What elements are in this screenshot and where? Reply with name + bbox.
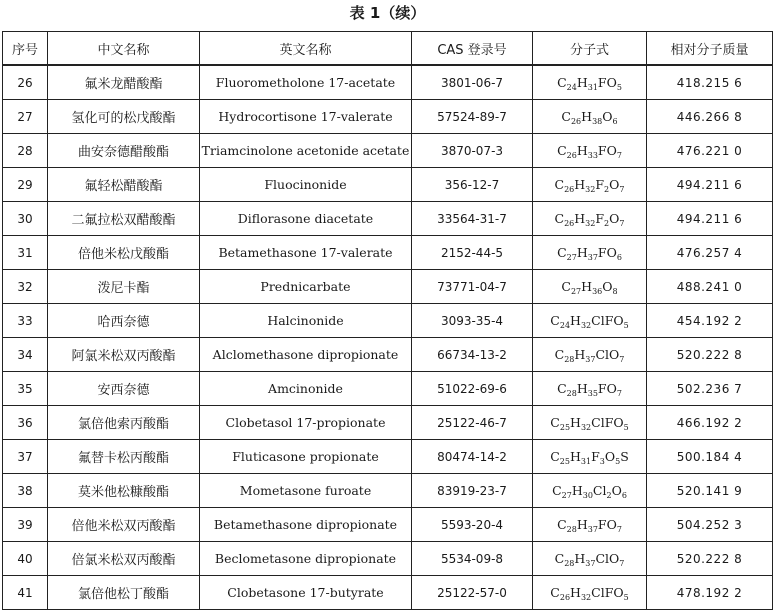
formula-element: H (574, 177, 586, 192)
formula-element: S (620, 449, 629, 464)
cell-cas-number: 33564-31-7 (412, 202, 533, 236)
formula-subscript: 7 (616, 525, 622, 534)
cell-chinese-name: 泼尼卡酯 (48, 270, 200, 304)
compound-table (2, 31, 773, 610)
formula-subscript: 37 (587, 525, 598, 534)
formula-element: O (609, 211, 620, 226)
cell-cas-number: 57524-89-7 (412, 100, 533, 134)
cell-molecular-weight: 520.141 9 (647, 474, 773, 508)
cell-molecular-weight: 520.222 8 (647, 542, 773, 576)
formula-subscript: 2 (606, 491, 612, 500)
cell-chinese-name: 阿氯米松双丙酸酯 (48, 338, 200, 372)
formula-subscript: 26 (559, 593, 571, 602)
formula-element: H (576, 143, 588, 158)
cell-formula (533, 338, 647, 372)
cell-number: 33 (3, 304, 48, 338)
formula-element: FO (597, 517, 617, 532)
formula-subscript: 8 (612, 287, 618, 296)
formula-subscript: 5 (615, 457, 621, 466)
header-english-name: 英文名称 (200, 32, 412, 66)
formula-subscript: 7 (619, 185, 625, 194)
cell-chinese-name: 哈西奈德 (48, 304, 200, 338)
formula-subscript: 33 (587, 151, 598, 160)
formula-element: ClFO (591, 313, 624, 328)
formula-element: ClFO (591, 415, 624, 430)
cell-english-name: Clobetasone 17-butyrate (200, 576, 412, 610)
cell-chinese-name: 曲安奈德醋酸酯 (48, 134, 200, 168)
formula-element: C (561, 109, 571, 124)
cell-formula (533, 134, 647, 168)
table-row (3, 100, 773, 134)
cell-cas-number: 5593-20-4 (412, 508, 533, 542)
formula-subscript: 3 (599, 457, 605, 466)
cell-cas-number: 25122-57-0 (412, 576, 533, 610)
formula-element: C (557, 517, 567, 532)
formula-subscript: 32 (585, 185, 596, 194)
cell-number: 34 (3, 338, 48, 372)
cell-molecular-weight: 446.266 8 (647, 100, 773, 134)
formula-element: F (591, 449, 600, 464)
cell-molecular-weight: 520.222 8 (647, 338, 773, 372)
formula-element: C (550, 585, 560, 600)
cell-molecular-weight: 476.221 0 (647, 134, 773, 168)
cell-chinese-name: 二氟拉松双醋酸酯 (48, 202, 200, 236)
cell-number: 29 (3, 168, 48, 202)
formula-element: C (557, 75, 567, 90)
formula-subscript: 6 (616, 253, 622, 262)
formula-subscript: 37 (587, 253, 598, 262)
cell-cas-number: 5534-09-8 (412, 542, 533, 576)
cell-formula (533, 65, 647, 100)
formula-subscript: 31 (587, 83, 598, 92)
formula-subscript: 6 (612, 117, 618, 126)
cell-number: 41 (3, 576, 48, 610)
header-chinese-name: 中文名称 (48, 32, 200, 66)
cell-molecular-weight: 502.236 7 (647, 372, 773, 406)
cell-molecular-weight: 494.211 6 (647, 168, 773, 202)
formula-element: H (574, 211, 586, 226)
formula-element: C (550, 449, 560, 464)
cell-chinese-name: 倍氯米松双丙酸酯 (48, 542, 200, 576)
formula-element: H (574, 551, 586, 566)
formula-subscript: 31 (580, 457, 592, 466)
cell-formula (533, 372, 647, 406)
cell-chinese-name: 莫米他松糠酸酯 (48, 474, 200, 508)
formula-subscript: 7 (619, 355, 625, 364)
cell-cas-number: 3801-06-7 (412, 65, 533, 100)
table-body (3, 65, 773, 610)
cell-chinese-name: 氟替卡松丙酸酯 (48, 440, 200, 474)
table-row (3, 304, 773, 338)
table-row (3, 508, 773, 542)
cell-molecular-weight: 500.184 4 (647, 440, 773, 474)
formula-subscript: 7 (619, 559, 625, 568)
cell-english-name: Clobetasol 17-propionate (200, 406, 412, 440)
formula-element: FO (597, 75, 617, 90)
header-formula: 分子式 (533, 32, 647, 66)
table-row (3, 270, 773, 304)
formula-subscript: 27 (566, 253, 577, 262)
cell-english-name: Hydrocortisone 17-valerate (200, 100, 412, 134)
cell-formula (533, 168, 647, 202)
formula-subscript: 37 (585, 355, 596, 364)
table-row (3, 576, 773, 610)
cell-english-name: Mometasone furoate (200, 474, 412, 508)
cell-english-name: Triamcinolone acetonide acetate (200, 134, 412, 168)
cell-chinese-name: 倍他米松戊酸酯 (48, 236, 200, 270)
formula-element: F (595, 211, 605, 226)
cell-formula (533, 542, 647, 576)
formula-element: H (570, 313, 581, 328)
cell-english-name: Fluticasone propionate (200, 440, 412, 474)
formula-element: C (561, 279, 571, 294)
formula-subscript: 25 (559, 423, 571, 432)
header-row (3, 32, 773, 66)
cell-cas-number: 25122-46-7 (412, 406, 533, 440)
cell-cas-number: 356-12-7 (412, 168, 533, 202)
cell-english-name: Amcinonide (200, 372, 412, 406)
cell-formula (533, 508, 647, 542)
cell-number: 31 (3, 236, 48, 270)
table-row (3, 134, 773, 168)
formula-subscript: 24 (566, 83, 577, 92)
table-row (3, 474, 773, 508)
formula-element: C (554, 177, 565, 192)
cell-molecular-weight: 466.192 2 (647, 406, 773, 440)
formula-element: H (571, 483, 583, 498)
cell-molecular-weight: 478.192 2 (647, 576, 773, 610)
cell-formula (533, 304, 647, 338)
cell-number: 35 (3, 372, 48, 406)
cell-molecular-weight: 454.192 2 (647, 304, 773, 338)
formula-element: C (557, 381, 567, 396)
table-row (3, 542, 773, 576)
formula-element: O (602, 279, 613, 294)
formula-subscript: 7 (619, 219, 625, 228)
formula-element: H (570, 585, 581, 600)
cell-molecular-weight: 476.257 4 (647, 236, 773, 270)
formula-subscript: 37 (585, 559, 596, 568)
cell-molecular-weight: 504.252 3 (647, 508, 773, 542)
formula-element: H (581, 109, 593, 124)
formula-subscript: 32 (580, 593, 592, 602)
formula-subscript: 26 (564, 185, 575, 194)
formula-element: H (581, 279, 593, 294)
cell-number: 36 (3, 406, 48, 440)
cell-number: 26 (3, 65, 48, 100)
cell-english-name: Prednicarbate (200, 270, 412, 304)
formula-element: H (576, 245, 588, 260)
formula-subscript: 35 (587, 389, 598, 398)
formula-element: O (604, 449, 616, 464)
cell-formula (533, 440, 647, 474)
formula-element: C (550, 415, 560, 430)
formula-subscript: 38 (592, 117, 603, 126)
formula-element: H (574, 347, 586, 362)
formula-element: O (611, 483, 622, 498)
table-row (3, 338, 773, 372)
cell-english-name: Diflorasone diacetate (200, 202, 412, 236)
table-row (3, 202, 773, 236)
cell-formula (533, 474, 647, 508)
cell-molecular-weight: 418.215 6 (647, 65, 773, 100)
formula-subscript: 27 (561, 491, 572, 500)
cell-formula (533, 576, 647, 610)
cell-molecular-weight: 494.211 6 (647, 202, 773, 236)
formula-subscript: 7 (616, 151, 622, 160)
cell-english-name: Alclomethasone dipropionate (200, 338, 412, 372)
cell-formula (533, 202, 647, 236)
formula-subscript: 26 (566, 151, 577, 160)
formula-element: C (557, 245, 567, 260)
cell-number: 27 (3, 100, 48, 134)
formula-element: C (554, 551, 565, 566)
cell-english-name: Beclometasone dipropionate (200, 542, 412, 576)
table-row (3, 236, 773, 270)
cell-chinese-name: 氯倍他索丙酸酯 (48, 406, 200, 440)
cell-cas-number: 83919-23-7 (412, 474, 533, 508)
table-row (3, 65, 773, 100)
cell-cas-number: 3093-35-4 (412, 304, 533, 338)
formula-element: C (552, 483, 562, 498)
cell-number: 32 (3, 270, 48, 304)
cell-number: 30 (3, 202, 48, 236)
formula-element: ClFO (591, 585, 624, 600)
cell-english-name: Fluocinonide (200, 168, 412, 202)
cell-formula (533, 236, 647, 270)
cell-chinese-name: 氟米龙醋酸酯 (48, 65, 200, 100)
cell-number: 39 (3, 508, 48, 542)
formula-subscript: 24 (559, 321, 571, 330)
formula-subscript: 6 (621, 491, 627, 500)
formula-subscript: 32 (585, 219, 596, 228)
cell-chinese-name: 安西奈德 (48, 372, 200, 406)
formula-element: FO (597, 381, 617, 396)
formula-subscript: 2 (604, 185, 610, 194)
formula-element: C (554, 347, 565, 362)
formula-subscript: 5 (623, 593, 629, 602)
cell-cas-number: 66734-13-2 (412, 338, 533, 372)
cell-formula (533, 270, 647, 304)
cell-chinese-name: 氟轻松醋酸酯 (48, 168, 200, 202)
formula-element: Cl (592, 483, 607, 498)
cell-chinese-name: 倍他米松双丙酸酯 (48, 508, 200, 542)
table-row (3, 372, 773, 406)
formula-element: ClO (595, 347, 620, 362)
cell-chinese-name: 氢化可的松戊酸酯 (48, 100, 200, 134)
formula-element: F (595, 177, 605, 192)
formula-element: H (576, 75, 588, 90)
formula-element: O (602, 109, 613, 124)
formula-subscript: 26 (564, 219, 575, 228)
formula-element: H (576, 517, 588, 532)
table-row (3, 406, 773, 440)
formula-element: H (570, 415, 581, 430)
formula-subscript: 5 (616, 83, 622, 92)
cell-cas-number: 2152-44-5 (412, 236, 533, 270)
formula-element: H (569, 449, 581, 464)
formula-subscript: 7 (616, 389, 622, 398)
formula-element: H (576, 381, 588, 396)
cell-number: 40 (3, 542, 48, 576)
formula-subscript: 28 (564, 559, 575, 568)
formula-subscript: 32 (580, 321, 592, 330)
formula-subscript: 30 (582, 491, 593, 500)
formula-subscript: 25 (559, 457, 570, 466)
cell-cas-number: 80474-14-2 (412, 440, 533, 474)
cell-number: 38 (3, 474, 48, 508)
formula-subscript: 27 (570, 287, 582, 296)
cell-english-name: Fluorometholone 17-acetate (200, 65, 412, 100)
formula-subscript: 5 (623, 423, 629, 432)
formula-subscript: 5 (623, 321, 629, 330)
table-row (3, 168, 773, 202)
formula-element: C (550, 313, 560, 328)
cell-cas-number: 51022-69-6 (412, 372, 533, 406)
table-caption: 表 1（续） (349, 4, 426, 22)
formula-subscript: 28 (566, 389, 577, 398)
formula-subscript: 36 (592, 287, 603, 296)
formula-subscript: 28 (566, 525, 577, 534)
formula-element: C (557, 143, 567, 158)
formula-element: C (554, 211, 565, 226)
header-no: 序号 (3, 32, 48, 66)
formula-element: O (609, 177, 620, 192)
cell-formula (533, 406, 647, 440)
formula-subscript: 28 (564, 355, 575, 364)
formula-subscript: 2 (604, 219, 610, 228)
cell-english-name: Betamethasone 17-valerate (200, 236, 412, 270)
formula-subscript: 26 (570, 117, 582, 126)
cell-molecular-weight: 488.241 0 (647, 270, 773, 304)
formula-element: FO (597, 245, 617, 260)
cell-cas-number: 3870-07-3 (412, 134, 533, 168)
header-cas: CAS 登录号 (412, 32, 533, 66)
cell-cas-number: 73771-04-7 (412, 270, 533, 304)
cell-formula (533, 100, 647, 134)
cell-number: 37 (3, 440, 48, 474)
cell-number: 28 (3, 134, 48, 168)
table-row (3, 440, 773, 474)
formula-subscript: 32 (580, 423, 592, 432)
formula-element: ClO (595, 551, 620, 566)
formula-element: FO (597, 143, 617, 158)
cell-chinese-name: 氯倍他松丁酸酯 (48, 576, 200, 610)
header-molecular-weight: 相对分子质量 (647, 32, 773, 66)
cell-english-name: Betamethasone dipropionate (200, 508, 412, 542)
cell-english-name: Halcinonide (200, 304, 412, 338)
